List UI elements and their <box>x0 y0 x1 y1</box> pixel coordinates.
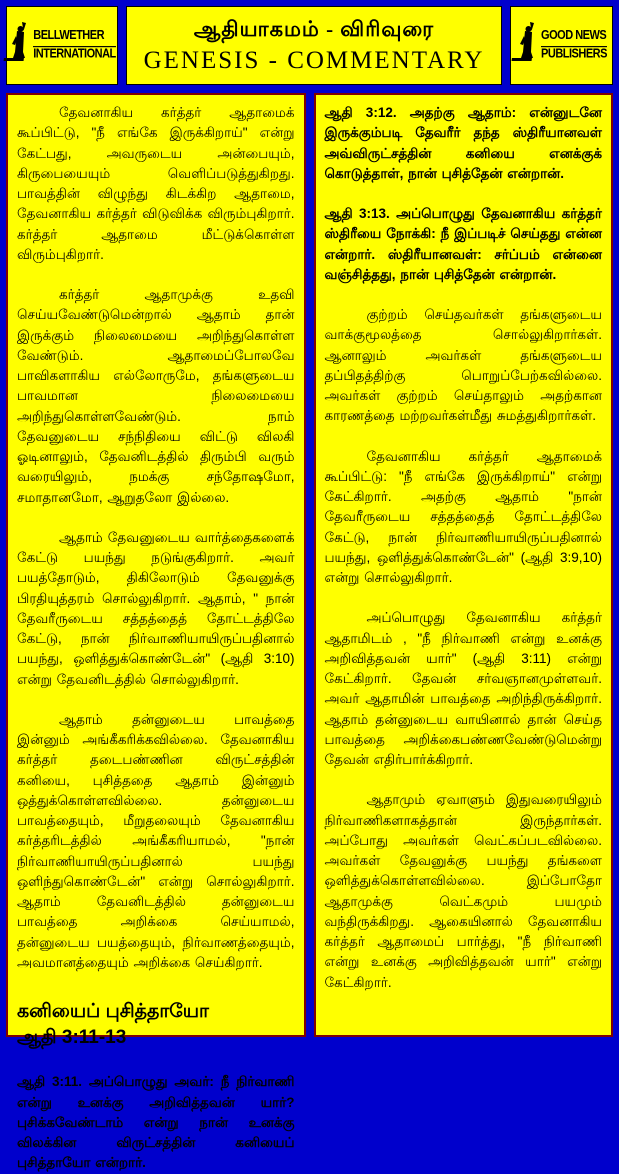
bellwether-logo-text <box>33 29 116 63</box>
goodnews-statue-icon <box>516 22 538 69</box>
commentary-paragraph: ஆதாம் தன்னுடைய பாவத்தை இன்னும் அங்கீகரிக்கவில்லை. தேவனாகிய கர்த்தர் தடைபண்ணின விருட்சத்தின் கனியை, புசித்ததை ஆதாம் இன்னும் ஒத்துக்கொள்ளவில்லை. தன்னுடைய பாவத்தையும், மீறுதலையும் தேவனாகிய கர்த்தரிடத்தில் அங்கீகரியாமல், "நான் நிர்வாணியாயிருப்பதினால் பயந்து ஒளிந்துகொண்டேன்" என்று சொல்லுகிறார். ஆதாம் தேவனிடத்தில் தன்னுடைய பாவத்தை அறிக்கை செய்யாமல், தன்னுடைய பயத்தையும், நிர்வாணத்தையும், அவமானத்தையும் அறிக்கை செய்கிறார். <box>17 711 295 970</box>
page-title-tamil: ஆதியாகமம் - விரிவுரை <box>193 16 435 41</box>
commentary-paragraph: தேவனாகிய கர்த்தர் ஆதாமைக் கூப்பிட்டு, "நீ எங்கே இருக்கிறாய்" என்று கேட்பது, அவருடைய அன்பையும், கிருபையையும் வெளிப்படுத்துகிறது. பாவத்தின் விழுந்து கிடக்கிற ஆதாமை, தேவனாகிய கர்த்தர் விடுவிக்க விரும்புகிறார். கர்த்தர் ஆதாமை மீட்டுக்கொள்ள விரும்புகிறார். <box>17 105 295 262</box>
goodnews-logo-text <box>541 29 607 63</box>
commentary-columns <box>6 93 613 1171</box>
scripture-verse-paragraph: ஆதி 3:12. அதற்கு ஆதாம்: என்னுடனே இருக்கும்படி தேவரீர் தந்த ஸ்திரீயானவள் அவ்விருட்சத்தின் கனியை எனக்குக் கொடுத்தாள், நான் புசித்தேன் என்றான். <box>324 105 602 181</box>
bellwether-logo-line1: BELLWETHER <box>33 29 116 47</box>
bellwether-statue-icon <box>8 22 30 69</box>
commentary-paragraph: ஆதாமும் ஏவாளும் இதுவரையிலும் நிர்வாணிகளாகத்தான் இருந்தார்கள். அப்போது அவர்கள் வெட்கப்படவில்லை. அவர்கள் தேவனுக்கு பயந்து தங்களை ஒளித்துக்கொள்ளவில்லை. இப்போதோ ஆதாமுக்கு வெட்கமும் பயமும் வந்திருக்கிறது. ஆகையினால் தேவனாகிய கர்த்தர் ஆதாமைப் பார்த்து, "நீ நிர்வாணி என்று உனக்கு அறிவித்தவன் யார்" என்று கேட்கிறார். <box>324 792 602 990</box>
scripture-verse-paragraph: ஆதி 3:13. அப்பொழுது தேவனாகிய கர்த்தர் ஸ்திரீயை நோக்கி: நீ இப்படிச் செய்தது என்ன என்றார். ஸ்திரீயானவள்: சர்ப்பம் என்னை வஞ்சித்தது, நான் புசித்தேன் என்றான். <box>324 206 602 282</box>
goodnews-logo-line1: GOOD NEWS <box>541 29 607 47</box>
section-heading-line: ஆதி 3:11-13 <box>17 1026 127 1048</box>
section-heading-line: கனியைப் புசித்தாயோ <box>17 1001 209 1022</box>
right-column <box>314 93 614 1037</box>
commentary-paragraph: தேவனாகிய கர்த்தர் ஆதாமைக் கூப்பிட்டு: "நீ எங்கே இருக்கிறாய்" என்று கேட்கிறார். அதற்கு ஆதாம் "நான் தேவரீருடைய சத்தத்தைத் தோட்டத்திலே கேட்டு, நான் நிர்வாணியாயிருப்பதினால் பயந்து, ஒளித்துக்கொண்டேன்" (ஆதி 3:9,10) என்று சொல்லுகிறார். <box>324 448 602 585</box>
goodnews-logo-line2: PUBLISHERS <box>541 46 607 61</box>
bellwether-logo <box>6 6 118 85</box>
page-title-english: GENESIS - COMMENTARY <box>143 46 485 74</box>
page-header <box>6 6 613 85</box>
goodnews-logo <box>510 6 613 85</box>
bellwether-logo-line2: INTERNATIONAL <box>33 46 116 61</box>
section-heading <box>17 999 295 1050</box>
scripture-verse-paragraph: ஆதி 3:11. அப்பொழுது அவர்: நீ நிர்வாணி என்று உனக்கு அறிவித்தவன் யார்? புசிக்கவேண்டாம் என்று நான் உனக்கு விலக்கின விருட்சத்தின் கனியைப் புசித்தாயோ என்றார். <box>17 1074 295 1171</box>
commentary-paragraph: கர்த்தர் ஆதாமுக்கு உதவி செய்யவேண்டுமென்றால் ஆதாம் தான் இருக்கும் நிலைமையை அறிந்துகொள்ள வேண்டும். ஆதாமைப்போலவே பாவிகளாகிய எல்லோருமே, தங்களுடைய பாவமான நிலைமையை அறிந்துகொள்ளவேண்டும். நாம் தேவனுடைய சந்நிதியை விட்டு விலகி ஓடினாலும், தேவனிடத்தில் திரும்பி வரும் வரையிலும், நமக்கு சந்தோஷமோ, சமாதானமோ, ஆறுதலோ இல்லை. <box>17 287 295 505</box>
left-column <box>6 93 306 1171</box>
commentary-paragraph: ஆதாம் தேவனுடைய வார்த்தைகளைக் கேட்டு பயந்து நடுங்குகிறார். அவர் பயத்தோடும், திகிலோடும் தேவனுக்கு பிரதியுத்தரம் சொல்லுகிறார். ஆதாம், " நான் தேவரீருடைய சத்தத்தைத் தோட்டத்திலே கேட்டு, நான் நிர்வாணியாயிருப்பதினால் பயந்து, ஒளித்துக்கொண்டேன்" (ஆதி 3:10) என்று தேவனிடத்தில் சொல்லுகிறார். <box>17 529 295 687</box>
title-box <box>126 6 502 85</box>
commentary-paragraph: குற்றம் செய்தவர்கள் தங்களுடைய வாக்குமூலத்தை சொல்லுகிறார்கள். ஆனாலும் அவர்கள் தங்களுடைய தப்பிதத்திற்கு பொறுப்பேற்கவில்லை. அவர்கள் குற்றம் செய்தாலும் அதற்கான காரணத்தை மற்றவர்கள்மீது சுமத்துகிறார்கள். <box>324 307 602 424</box>
commentary-paragraph: அப்பொழுது தேவனாகிய கர்த்தர் ஆதாமிடம் , "நீ நிர்வாணி என்று உனக்கு அறிவித்தவன் யார்" (ஆதி 3:11) என்று கேட்கிறார். தேவன் சர்வஞானமுள்ளவர். அவர் ஆதாமின் பாவத்தை அறிந்திருக்கிறார். ஆதாம் தன்னுடைய வாயினால் தான் செய்த பாவத்தை அறிக்கைபண்ணவேண்டுமென்று தேவன் எதிர்பார்க்கிறார். <box>324 610 602 767</box>
